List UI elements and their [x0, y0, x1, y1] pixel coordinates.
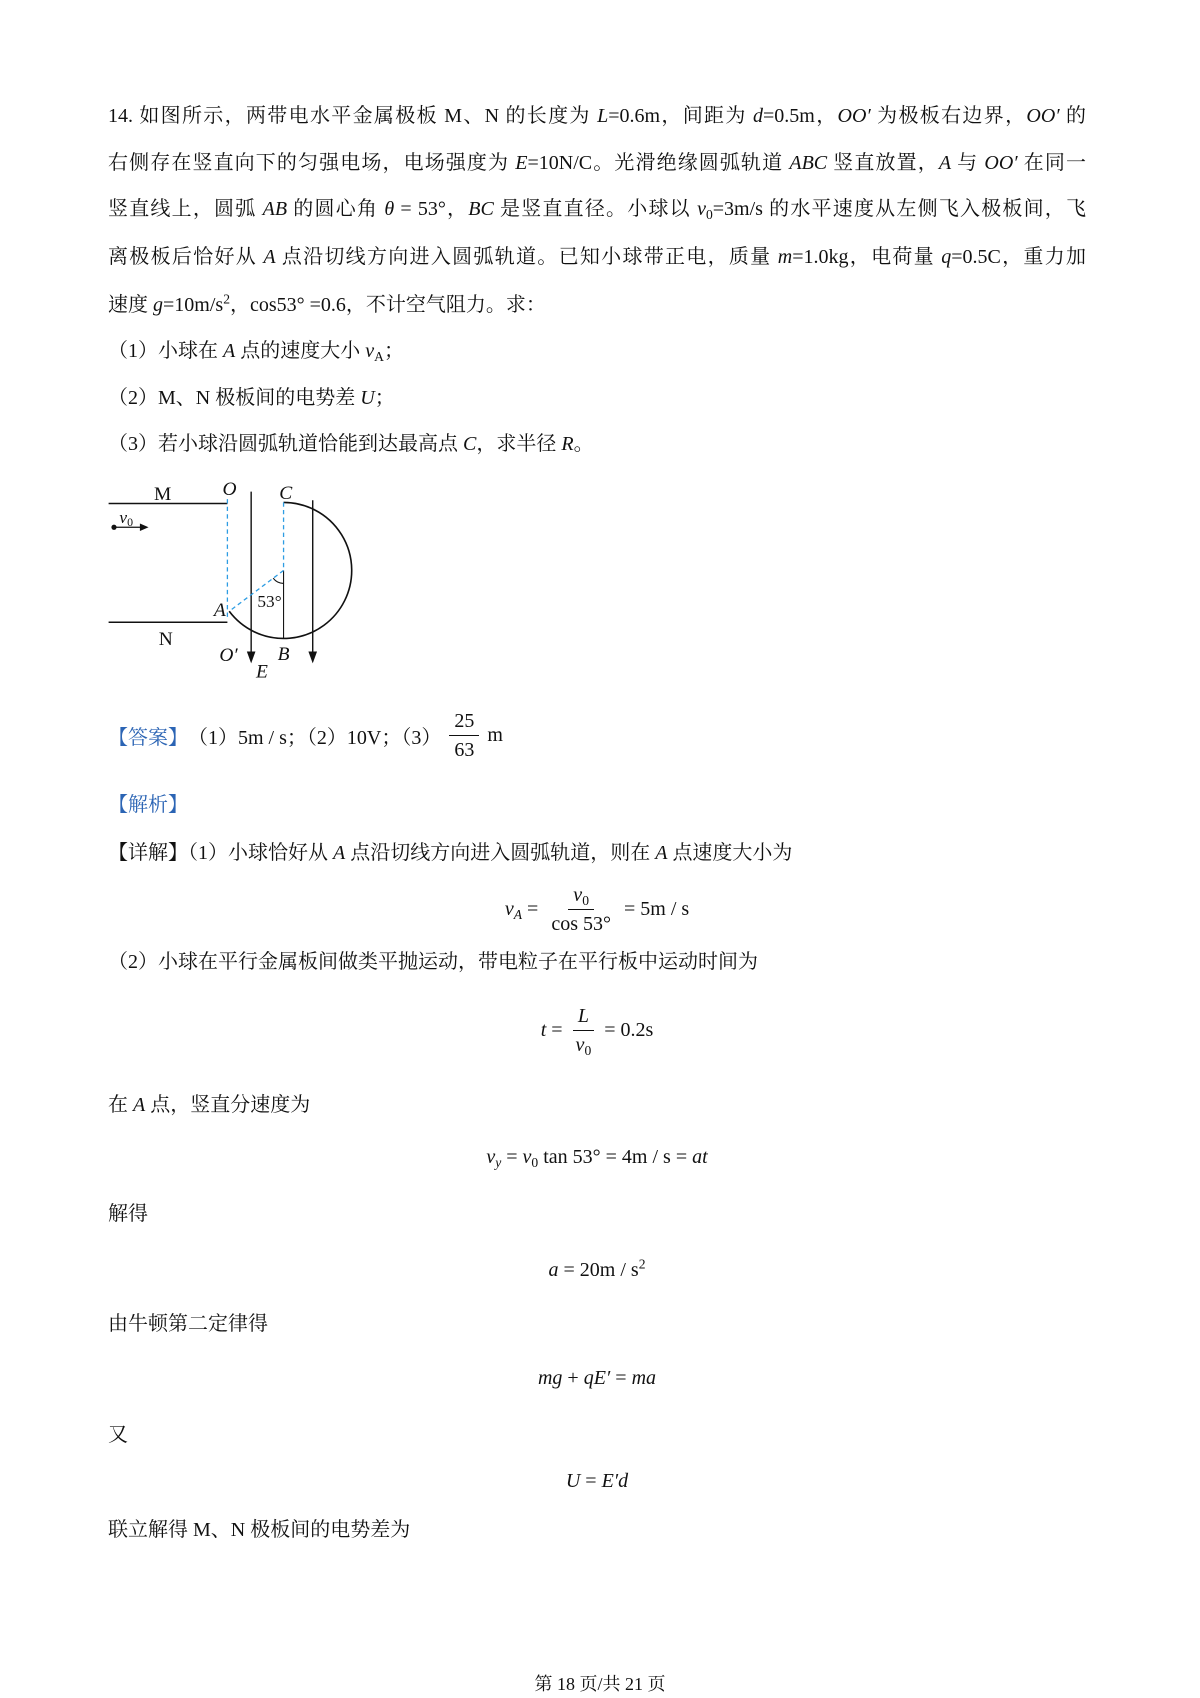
- fraction-numerator: [568, 883, 594, 910]
- italic-subscript: A: [513, 906, 523, 922]
- text-run: 14. 如图所示，两带电水平金属极板 M、N 的长度为: [108, 105, 598, 127]
- text-run: 右侧存在竖直向下的匀强电场，电场强度为: [108, 152, 516, 174]
- superscript: 2: [223, 291, 230, 307]
- equation-body: [566, 1470, 628, 1493]
- equation-body: [486, 1146, 707, 1169]
- text-run: = 5m / s: [623, 897, 690, 920]
- subscript: 0: [705, 207, 713, 223]
- subscript: 0: [582, 892, 589, 908]
- italic-symbol: ma: [631, 1366, 657, 1389]
- text-run: =: [522, 897, 539, 920]
- problem-line-3: [108, 194, 1086, 224]
- text-run: （2）M、N 极板间的电势差: [108, 387, 361, 409]
- subscript: 0: [584, 1042, 592, 1058]
- equation-time: [108, 995, 1086, 1065]
- detail-step-7: [108, 1515, 1086, 1545]
- italic-symbol: U: [360, 387, 375, 409]
- text-run: （1）小球在: [108, 340, 223, 362]
- circular-track-arc: [229, 502, 351, 638]
- text-run: = 0.2s: [604, 1018, 654, 1041]
- answer-unit: m: [487, 723, 503, 746]
- text-run: 竖直线上，圆弧: [108, 198, 263, 220]
- fraction-denominator: 63: [454, 738, 475, 761]
- italic-symbol: A: [223, 340, 236, 362]
- italic-symbol: A: [938, 152, 952, 174]
- text-run: （2）小球在平行金属板间做类平抛运动，带电粒子在平行板中运动时间为: [108, 951, 758, 973]
- text-run: =0.6m，间距为: [608, 105, 754, 127]
- problem-line-1: [108, 101, 1086, 131]
- text-run: （3）若小球沿圆弧轨道恰能到达最高点: [108, 433, 463, 455]
- italic-symbol: AB: [262, 198, 288, 220]
- italic-symbol: v: [697, 198, 706, 220]
- fraction-numerator: [573, 1004, 594, 1031]
- italic-symbol: qE′: [583, 1366, 611, 1389]
- equation-acceleration: [108, 1255, 1086, 1285]
- subscript: A: [374, 349, 384, 365]
- detail-step-6: [108, 1420, 1086, 1450]
- italic-symbol: OO′: [1026, 105, 1060, 127]
- text-run: 的圆心角: [287, 198, 385, 220]
- text-run: =0.5C，重力加: [951, 246, 1086, 268]
- italic-symbol: L: [597, 105, 609, 127]
- subscript: 0: [531, 1154, 539, 1170]
- text-run: 竖直放置，: [827, 152, 939, 174]
- problem-line-5: [108, 290, 1086, 320]
- text-run: ；: [374, 387, 395, 409]
- text-run: 联立解得 M、N 极板间的电势差为: [108, 1519, 411, 1541]
- text-run: =: [501, 1145, 523, 1168]
- text-run: 速度: [108, 294, 153, 316]
- italic-symbol: q: [941, 246, 952, 268]
- detail-line-1: [108, 838, 1086, 868]
- equation-lhs: [505, 898, 538, 921]
- label-b: B: [277, 644, 290, 666]
- text-run: 在同一: [1017, 152, 1086, 174]
- italic-subscript: y: [495, 1154, 502, 1170]
- italic-symbol: v: [486, 1145, 496, 1168]
- velocity-symbol: v: [119, 507, 128, 527]
- text-run: 又: [108, 1424, 128, 1446]
- label-velocity: [119, 508, 133, 529]
- answer-fraction: [449, 709, 479, 762]
- text-run: =: [546, 1018, 563, 1041]
- text-run: =: [580, 1469, 602, 1492]
- italic-symbol: OO′: [837, 105, 871, 127]
- text-run: ，求半径: [476, 433, 562, 455]
- text-run: =: [610, 1366, 632, 1389]
- text-run: tan 53° = 4m / s =: [538, 1145, 693, 1168]
- text-run: ；: [383, 340, 404, 362]
- text-run: 点的速度大小: [235, 340, 366, 362]
- text-run: =10N/C。光滑绝缘圆弧轨道: [527, 152, 790, 174]
- italic-symbol: BC: [468, 198, 494, 220]
- detail-step-2: [108, 947, 1086, 977]
- italic-symbol: L: [577, 1004, 589, 1027]
- italic-symbol: mg: [537, 1366, 563, 1389]
- label-o-prime: O′: [219, 645, 238, 667]
- equation-lhs: [541, 1019, 563, 1042]
- italic-symbol: v: [522, 1145, 532, 1168]
- fraction-numerator: 25: [449, 709, 479, 736]
- text-run: 与: [951, 152, 985, 174]
- text-run: =1.0kg，电荷量: [792, 246, 942, 268]
- equation-fraction: [546, 883, 616, 936]
- text-run: （1）小球恰好从: [188, 842, 333, 864]
- field-arrow-left: [247, 651, 256, 663]
- italic-symbol: A: [333, 842, 346, 864]
- text-run: 点，竖直分速度为: [145, 1094, 311, 1116]
- label-a: A: [213, 599, 226, 621]
- label-c: C: [279, 483, 293, 505]
- italic-symbol: θ: [384, 198, 395, 220]
- analysis-tag: 【解析】: [108, 794, 188, 816]
- text-run: 。: [573, 433, 594, 455]
- equation-vertical-velocity: [108, 1142, 1086, 1172]
- fraction-denominator: [546, 910, 616, 936]
- text-run: = 53°，: [394, 198, 469, 220]
- detail-step-4: [108, 1199, 1086, 1229]
- equation-velocity-at-a: [108, 874, 1086, 944]
- equation-body: [538, 1367, 656, 1390]
- problem-line-2: [108, 148, 1086, 178]
- text-run: 解得: [108, 1203, 148, 1225]
- superscript: 2: [638, 1256, 646, 1272]
- italic-symbol: a: [548, 1258, 559, 1281]
- italic-symbol: v: [504, 897, 514, 920]
- problem-line-4: [108, 242, 1086, 272]
- label-o: O: [222, 478, 237, 500]
- detail-step-3: [108, 1090, 1086, 1120]
- italic-symbol: R: [561, 433, 574, 455]
- text-run: = 20m / s: [558, 1258, 639, 1281]
- answer-line: [108, 708, 503, 762]
- answer-tag: 【答案】: [108, 726, 188, 749]
- label-n: N: [158, 628, 173, 650]
- italic-symbol: g: [153, 294, 163, 316]
- italic-symbol: E: [515, 152, 528, 174]
- italic-symbol: A: [263, 246, 276, 268]
- equation-potential-difference: [108, 1466, 1086, 1496]
- text-run: cos 53°: [551, 912, 611, 935]
- italic-symbol: C: [463, 433, 477, 455]
- text-run: 为极板右边界，: [870, 105, 1027, 127]
- page-footer: 第 18 页/共 21 页: [534, 1674, 666, 1694]
- question-2: [108, 383, 1086, 413]
- label-e: E: [256, 661, 268, 683]
- text-run: 点沿切线方向进入圆弧轨道，则在: [345, 842, 656, 864]
- text-run: =10m/s: [163, 294, 224, 316]
- text-run: =3m/s 的水平速度从左侧飞入极板间，飞: [712, 198, 1086, 220]
- velocity-subscript: 0: [127, 515, 134, 530]
- equation-newton: [108, 1363, 1086, 1393]
- text-run: 离极板后恰好从: [108, 246, 264, 268]
- text-run: 点沿切线方向进入圆弧轨道。已知小球带正电，质量: [275, 246, 778, 268]
- italic-symbol: ABC: [789, 152, 828, 174]
- italic-symbol: t: [540, 1018, 547, 1041]
- detail-step-5: [108, 1309, 1086, 1339]
- equation-body: [548, 1256, 646, 1282]
- text-run: 是竖直直径。小球以: [493, 198, 698, 220]
- equation-rhs: [604, 1019, 653, 1042]
- answer-text: （1）5m / s；（2）10V；（3）: [188, 726, 442, 749]
- text-run: 在: [108, 1094, 133, 1116]
- italic-symbol: d: [753, 105, 764, 127]
- italic-symbol: at: [692, 1145, 708, 1168]
- text-run: 点速度大小为: [667, 842, 793, 864]
- text-run: 的: [1059, 105, 1086, 127]
- field-arrow-right: [308, 651, 317, 663]
- physics-diagram: [103, 470, 368, 686]
- italic-symbol: A: [133, 1094, 146, 1116]
- detail-step-1: [188, 842, 792, 864]
- text-run: =0.5m，: [763, 105, 838, 127]
- italic-symbol: v: [573, 883, 583, 906]
- italic-symbol: m: [777, 246, 793, 268]
- fraction-denominator: [571, 1031, 597, 1057]
- equation-fraction: [571, 1004, 597, 1057]
- label-m: M: [153, 484, 172, 506]
- equation-rhs: [624, 898, 689, 921]
- text-run: +: [562, 1366, 584, 1389]
- italic-symbol: U: [565, 1469, 581, 1492]
- question-3: [108, 429, 1086, 459]
- italic-symbol: E′d: [601, 1469, 629, 1492]
- italic-symbol: v: [575, 1033, 585, 1056]
- analysis-heading: [108, 790, 1086, 820]
- question-1: [108, 336, 1086, 366]
- italic-symbol: OO′: [984, 152, 1018, 174]
- label-angle: 53°: [257, 592, 282, 612]
- text-run: 由牛顿第二定律得: [108, 1313, 268, 1335]
- italic-symbol: v: [365, 340, 375, 362]
- italic-symbol: A: [655, 842, 668, 864]
- detail-tag: 【详解】: [108, 842, 188, 864]
- text-run: ，cos53° =0.6，不计空气阻力。求：: [229, 294, 546, 316]
- angle-arc: [273, 578, 283, 583]
- velocity-arrowhead: [140, 523, 149, 531]
